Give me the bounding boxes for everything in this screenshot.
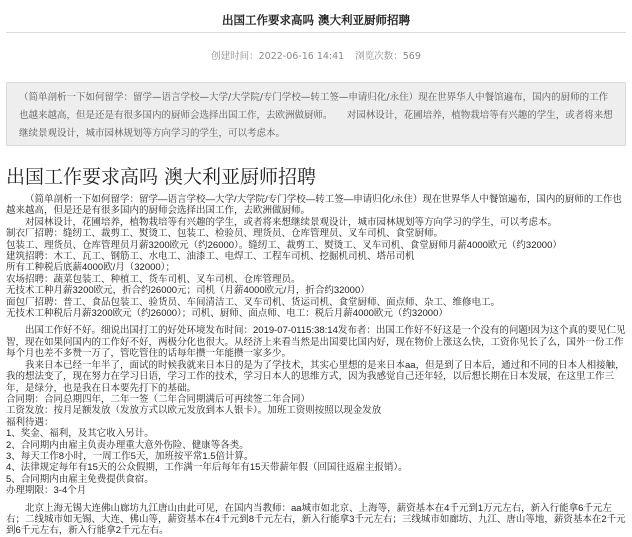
article-meta bbox=[0, 33, 632, 70]
article-paragraph: 合同期：合同总期四年，二年一签（二年合同期满后可再续签二年合同） bbox=[6, 393, 311, 405]
article-paragraph: 2、合同期内由雇主负责办理重大意外伤险、健康等各类。 bbox=[6, 439, 249, 451]
article-paragraph: 所有工种税后底薪4000欧/月（32000）； bbox=[6, 262, 175, 274]
summary-box: （简单剖析一下如何留学：留学—语言学校—大学/大学院/专门学校—转工签—申请归化/永住）现在世界华人中餐馆遍布，国内的厨师的工作也越来越高，但是还是有很多国内的厨师会选择出国工作，去欧洲做厨师。 对园林设计，花圃培养，植物栽培等有兴趣的学生，或者将来想继续景观设计，城市园林规划等方向学习的学生，可以考虑本。 bbox=[6, 82, 626, 146]
article-heading: 出国工作要求高吗 澳大利亚厨师招聘 bbox=[6, 166, 317, 188]
article-paragraph: 无技术工种税后月薪3200欧元（约26000）；司机、厨师、面点师、电工：税后月薪4000欧元（约32000） bbox=[6, 308, 448, 320]
created-time: 创建时间：2022-06-16 14:41 bbox=[211, 51, 345, 62]
article-paragraph: 无技术工种月薪3200欧元，折合约26000元；司机（月薪4000欧元/月，折合约32000） bbox=[6, 285, 370, 297]
article-paragraph: 1、奖金、福利，及其它收入另计。 bbox=[6, 428, 154, 440]
article-paragraph: 4、法律规定每年有15天的公众假期，工作满一年后每年有15天带薪年假（回国往返雇主报销）。 bbox=[6, 462, 408, 474]
page-title: 出国工作要求高吗 澳大利亚厨师招聘 bbox=[221, 13, 410, 27]
article-paragraph: 制衣厂招聘：缝纫工、裁剪工、熨烫工、包装工、检验员、理货员、仓库管理员、叉车司机、食堂厨师。 bbox=[6, 228, 444, 240]
article-paragraph: 对园林设计，花圃培养，植物栽培等有兴趣的学生，或者将来想继续景观设计，城市园林规划等方向学习的学生，可以考虑本。 bbox=[25, 216, 558, 228]
article-paragraph: 福利待遇： bbox=[6, 416, 54, 428]
article-paragraph: 办理期限：3-4个月 bbox=[6, 485, 87, 497]
article-paragraph: 3、每天工作8小时，一周工作5天，加班按平常1.5倍计算。 bbox=[6, 450, 254, 462]
article-body bbox=[0, 166, 632, 537]
article-paragraph: 包装工、理货员、仓库管理员月薪3200欧元（约26000）。缝纫工、裁剪工、熨烫工、叉车司机、食堂厨师月薪4000欧元（约32000） bbox=[6, 239, 562, 251]
article-paragraph: 北京上海无锡大连佛山廊坊九江唐山由此可见，在国内当教师：aa城市如北京、上海等，薪资基本在4千元到1万元左右，新入行能拿6千元左右；二线城市如无锡、大连、佛山等，薪资基本在4千元到8千元左右，新入行能拿3千元左右；三线城市如廊坊、九江、唐山等地，薪资基本在2千元到6千元左右，新入行能拿2千元左右。 bbox=[6, 502, 626, 537]
view-count: 浏览次数：569 bbox=[355, 51, 421, 62]
article-paragraph: 农场招聘：蔬菜包装工、种植工、货车司机、叉车司机、仓库管理员。 bbox=[6, 273, 301, 285]
article-paragraph: 我来日本已经一年半了，面试的时候我就来日本日的是为了学技术，其实心里想的是来日本aa，但是到了日本后，通过和不同的日本人相接触，我的想法变了，现在努力在学习日语，学习工作的技术，学习日本人的思维方式，因为我感觉自己还年轻，以后想长期在日本发展，在这里工作三年，是绿分，也是我在日本要先打下的基础。 bbox=[6, 359, 625, 394]
article-paragraph: （简单剖析一下如何留学：留学—语言学校—大学/大学院/专门学校—转工签—申请归化/永住）现在世界华人中餐馆遍布，国内的厨师的工作也越来越高，但是还是有很多国内的厨师会选择出国工作，去欧洲做厨师。 bbox=[6, 194, 622, 217]
article-paragraph: 面包厂招聘：普工、食品包装工、验货员、车间清洁工、叉车司机、货运司机、食堂厨师、面点师、杂工、维修电工。 bbox=[6, 296, 501, 308]
article-paragraph: 出国工作好不好。细说出国打工的好处环境发布时间：2019-07-0115:38:14发布者：出国工作好不好这是一个没有的问题!因为这个真的要见仁见智，现在如果问国内的工作好不好，两极分化也很大。从经济上来看当然是出国要比国内好，现在物价上涨这么快，工资你见长了么，国外一份工作每个月也差不多赞一万了，管吃管住的话每年攒一年能攒一家多少。 bbox=[6, 325, 626, 360]
article-paragraph: 工资发放：按月足额发放（发放方式以欧元发放到本人银卡）。加班工资则按照以现金发放 bbox=[6, 405, 382, 417]
article-paragraph: 5、合同期内由雇主免费提供食宿。 bbox=[6, 473, 154, 485]
article-paragraph: 建筑招聘：木工、瓦工、钢筋工、水电工、油漆工、电焊工、工程车司机、挖掘机司机、塔吊司机 bbox=[6, 251, 415, 263]
